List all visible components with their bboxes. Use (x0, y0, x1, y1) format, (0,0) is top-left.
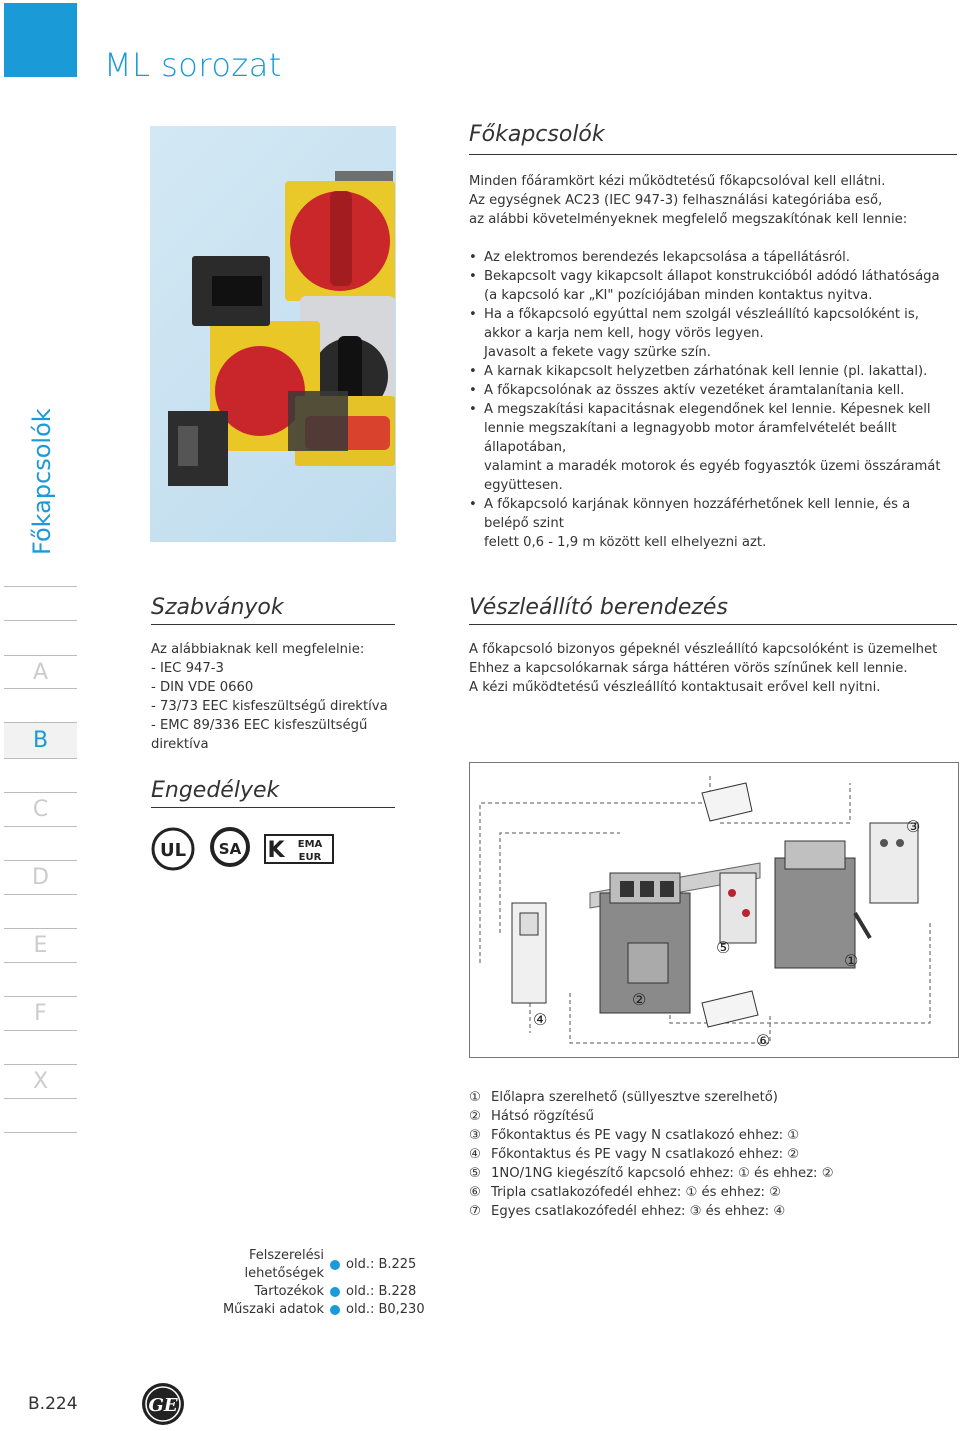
main-switches-intro (469, 172, 957, 229)
legend-number: ① (469, 1090, 481, 1105)
csa-logo (210, 826, 250, 868)
legend-row (469, 1164, 957, 1183)
reference-row[interactable] (184, 1247, 464, 1283)
svg-text:EUR: EUR (298, 852, 322, 863)
svg-text:K: K (267, 838, 285, 863)
list-item (469, 381, 957, 400)
standards-line: - EMC 89/336 EEC kisfeszültségű direktíva (151, 718, 368, 752)
legend-row (469, 1088, 957, 1107)
section-title-emergency: Vészleállító berendezés (469, 595, 728, 620)
nav-divider (4, 758, 77, 759)
nav-item-b[interactable]: B (32, 728, 49, 753)
nav-divider (4, 1030, 77, 1031)
bullet-line: lennie megszakítani a legnagyobb motor áramfelvételét beállt állapotában, (484, 421, 897, 455)
nav-divider (4, 688, 77, 689)
diagram-label-4: ④ (533, 1010, 548, 1029)
bullet-line: valamint a maradék motorok és egyéb fogyasztók üzemi összáramát (484, 459, 941, 474)
requirements-list (469, 248, 957, 552)
bullet-line: akkor a karja nem kell, hogy vörös legyen. (484, 326, 764, 341)
reference-label: Műszaki adatok (222, 1302, 324, 1317)
emergency-line: A kézi működtetésű vészleállító kontaktusait erővel kell nyitni. (469, 680, 881, 695)
bullet-line: felett 0,6 - 1,9 m között kell elhelyezni azt. (484, 535, 767, 550)
diagram-label-2: ② (632, 990, 647, 1009)
nav-divider (4, 655, 77, 656)
svg-text:EMA: EMA (297, 839, 323, 850)
bullet-line: • A megszakítási kapacitásnak elegendőnek kel lennie. Képesnek kell (484, 402, 931, 417)
standards-list (151, 640, 411, 754)
list-item (469, 248, 957, 267)
nav-item-f[interactable]: F (34, 1001, 47, 1026)
nav-item-c[interactable]: C (32, 797, 49, 822)
page-number: B.224 (28, 1394, 78, 1414)
emergency-line: A főkapcsoló bizonyos gépeknél vészleállító kapcsolóként is üzemelhet (469, 642, 938, 657)
legend-text: Egyes csatlakozófedél ehhez: ③ és ehhez: ④ (491, 1204, 786, 1219)
ul-logo (150, 827, 196, 871)
legend-number: ⑥ (469, 1185, 481, 1200)
nav-divider (4, 1064, 77, 1065)
standards-line: - IEC 947-3 (151, 661, 224, 676)
legend-number: ⑦ (469, 1204, 481, 1219)
section-title-approvals: Engedélyek (151, 778, 280, 803)
reference-page[interactable]: old.: B0,230 (346, 1302, 425, 1317)
bullet-line: • A karnak kikapcsolt helyzetben zárhatónak kell lennie (pl. lakattal). (484, 364, 928, 379)
section-title-main-switches: Főkapcsolók (469, 122, 605, 147)
diagram-label-6: ⑥ (756, 1031, 771, 1050)
bullet-line: • A főkapcsoló karjának könnyen hozzáférhetőnek kell lennie, és a belépő szint (484, 497, 911, 531)
nav-divider (4, 962, 77, 963)
legend-row (469, 1202, 957, 1221)
section-rule (151, 624, 395, 625)
reference-page[interactable]: old.: B.228 (346, 1284, 417, 1299)
svg-text:GE: GE (148, 1395, 178, 1416)
emergency-line: Ehhez a kapcsolókarnak sárga háttéren vörös színűnek kell lennie. (469, 661, 908, 676)
reference-row[interactable] (184, 1301, 464, 1319)
nav-divider (4, 586, 77, 587)
reference-row[interactable] (184, 1283, 464, 1301)
nav-divider (4, 996, 77, 997)
nav-divider (4, 928, 77, 929)
legend-row (469, 1126, 957, 1145)
legend-number: ③ (469, 1128, 481, 1143)
section-rule (469, 624, 957, 625)
nav-item-d[interactable]: D (32, 865, 49, 890)
legend-text: Tripla csatlakozófedél ehhez: ① és ehhez: ② (491, 1185, 781, 1200)
nav-divider (4, 620, 77, 621)
nav-divider (4, 1098, 77, 1099)
switches-illustration (150, 126, 396, 542)
product-photo (150, 126, 396, 542)
section-title-standards: Szabványok (151, 595, 284, 620)
bullet-line: együttesen. (484, 478, 563, 493)
emergency-text (469, 640, 957, 697)
series-title: ML sorozat (104, 46, 282, 84)
ge-logo (140, 1381, 186, 1427)
standards-line: Az alábbiaknak kell megfelelnie: (151, 642, 365, 657)
legend-number: ② (469, 1109, 481, 1124)
legend-row (469, 1183, 957, 1202)
bullet-line: • Bekapcsolt vagy kikapcsolt állapot konstrukcióból adódó láthatósága (484, 269, 940, 284)
kema-logo (264, 834, 334, 864)
standards-line: - 73/73 EEC kisfeszültségű direktíva (151, 699, 388, 714)
diagram-legend (469, 1088, 957, 1221)
bullet-line: (a kapcsoló kar „KI" pozíciójában minden kontaktus nyitva. (484, 288, 873, 303)
nav-item-e[interactable]: E (33, 933, 48, 958)
reference-page[interactable]: old.: B.225 (346, 1257, 417, 1272)
list-item (469, 305, 957, 362)
side-section-label: Főkapcsolók (28, 408, 56, 555)
list-item (469, 362, 957, 381)
diagram-label-5: ⑤ (716, 938, 731, 957)
nav-divider (4, 894, 77, 895)
bullet-line: Javasolt a fekete vagy szürke szín. (484, 345, 711, 360)
legend-text: Előlapra szerelhető (süllyesztve szerelhető) (491, 1090, 778, 1105)
legend-row (469, 1145, 957, 1164)
exploded-diagram (469, 762, 959, 1058)
svg-text:SA: SA (218, 840, 242, 858)
legend-text: Hátsó rögzítésű (491, 1109, 594, 1124)
legend-text: Főkontaktus és PE vagy N csatlakozó ehhez: ① (491, 1128, 800, 1143)
nav-item-x[interactable]: X (32, 1069, 49, 1094)
section-rule (469, 154, 957, 155)
standards-line: - DIN VDE 0660 (151, 680, 254, 695)
nav-item-a[interactable]: A (32, 660, 49, 685)
bullet-line: • Ha a főkapcsoló egyúttal nem szolgál vészleállító kapcsolóként is, (484, 307, 919, 322)
svg-text:UL: UL (159, 840, 187, 861)
reference-label: Tartozékok (254, 1284, 324, 1299)
reference-bullet-icon (330, 1305, 340, 1315)
bullet-line: • Az elektromos berendezés lekapcsolása a tápellátásról. (484, 250, 850, 265)
nav-divider (4, 826, 77, 827)
diagram-drawing (470, 763, 958, 1057)
list-item (469, 267, 957, 305)
diagram-label-3: ③ (906, 817, 921, 836)
bullet-line: • A főkapcsolónak az összes aktív vezetéket áramtalanítania kell. (484, 383, 905, 398)
legend-text: Főkontaktus és PE vagy N csatlakozó ehhez: ② (491, 1147, 800, 1162)
nav-divider (4, 860, 77, 861)
reference-label: Felszerelési lehetőségek (244, 1248, 324, 1281)
intro-line: Minden főáramkört kézi működtetésű főkapcsolóval kell ellátni. (469, 174, 886, 189)
list-item (469, 400, 957, 495)
list-item (469, 495, 957, 552)
brand-square (4, 3, 77, 77)
intro-line: az alábbi követelményeknek megfelelő megszakítónak kell lennie: (469, 212, 908, 227)
legend-number: ④ (469, 1147, 481, 1162)
nav-divider (4, 722, 77, 723)
legend-number: ⑤ (469, 1166, 481, 1181)
nav-divider (4, 792, 77, 793)
legend-row (469, 1107, 957, 1126)
legend-text: 1NO/1NG kiegészítő kapcsoló ehhez: ① és ehhez: ② (491, 1166, 834, 1181)
section-rule (151, 807, 395, 808)
nav-divider (4, 1132, 77, 1133)
intro-line: Az egységnek AC23 (IEC 947-3) felhasználási kategóriába eső, (469, 193, 883, 208)
reference-bullet-icon (330, 1260, 340, 1270)
page-references (184, 1247, 464, 1319)
reference-bullet-icon (330, 1287, 340, 1297)
diagram-label-1: ① (844, 951, 859, 970)
